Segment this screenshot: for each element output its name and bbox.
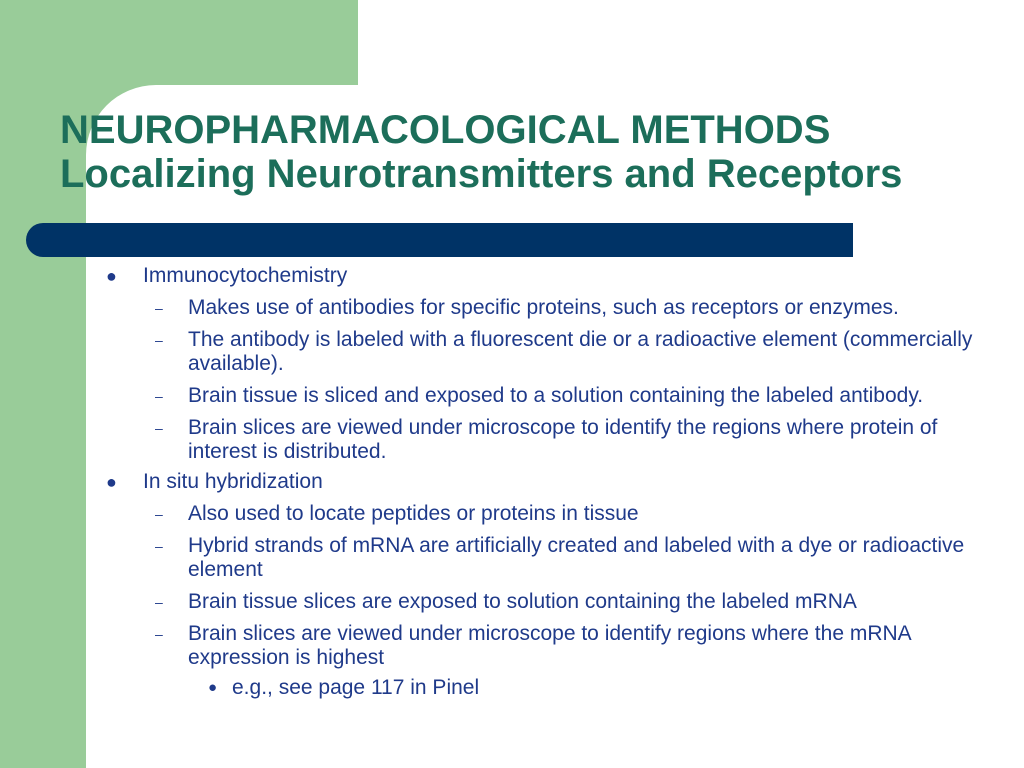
sub-bullet — [0, 534, 1024, 582]
sub-bullet — [0, 502, 1024, 526]
slide-body — [0, 258, 1024, 700]
dash-icon: – — [155, 420, 163, 436]
bullet-text: In situ hybridization — [143, 470, 323, 493]
sub-bullet-text: Brain tissue is sliced and exposed to a solution containing the labeled antibody. — [188, 384, 924, 407]
dash-icon: – — [155, 300, 163, 316]
sub-bullet-text: Brain slices are viewed under microscope to identify regions where the mRNA expression is highest — [188, 622, 911, 669]
bullet-icon: ● — [106, 472, 117, 492]
bullet-icon: ● — [106, 266, 117, 286]
sub-bullet — [0, 296, 1024, 320]
dash-icon: – — [155, 506, 163, 522]
bullet-immunocytochemistry — [0, 264, 1024, 288]
bullet-text: Immunocytochemistry — [143, 264, 348, 287]
title-line-1: NEUROPHARMACOLOGICAL METHODS — [60, 108, 831, 152]
bullet-in-situ-hybridization — [0, 470, 1024, 494]
dash-icon: – — [155, 538, 163, 554]
sub-bullet-text: Brain tissue slices are exposed to solution containing the labeled mRNA — [188, 590, 857, 613]
sub-bullet-text: Hybrid strands of mRNA are artificially created and labeled with a dye or radioactive element — [188, 534, 965, 581]
title-divider-bar — [26, 223, 853, 257]
sub-bullet — [0, 384, 1024, 408]
title-line-2: Localizing Neurotransmitters and Receptors — [60, 152, 903, 196]
slide-title — [60, 108, 902, 196]
sub-sub-bullet-text: e.g., see page 117 in Pinel — [232, 676, 480, 699]
sub-bullet-text: The antibody is labeled with a fluorescent die or a radioactive element (commercially available). — [188, 328, 973, 375]
sub-bullet — [0, 590, 1024, 614]
sub-sub-bullet — [0, 676, 1024, 700]
dash-icon: – — [155, 626, 163, 642]
dash-icon: – — [155, 594, 163, 610]
sub-bullet — [0, 416, 1024, 464]
dash-icon: – — [155, 388, 163, 404]
sub-bullet — [0, 328, 1024, 376]
sub-bullet-text: Brain slices are viewed under microscope to identify the regions where protein of interest is distributed. — [188, 416, 938, 463]
sub-bullet-text: Makes use of antibodies for specific proteins, such as receptors or enzymes. — [188, 296, 899, 319]
sub-bullet — [0, 622, 1024, 670]
sub-bullet-text: Also used to locate peptides or proteins in tissue — [188, 502, 639, 525]
bullet-icon: ● — [208, 679, 218, 696]
dash-icon: – — [155, 332, 163, 348]
